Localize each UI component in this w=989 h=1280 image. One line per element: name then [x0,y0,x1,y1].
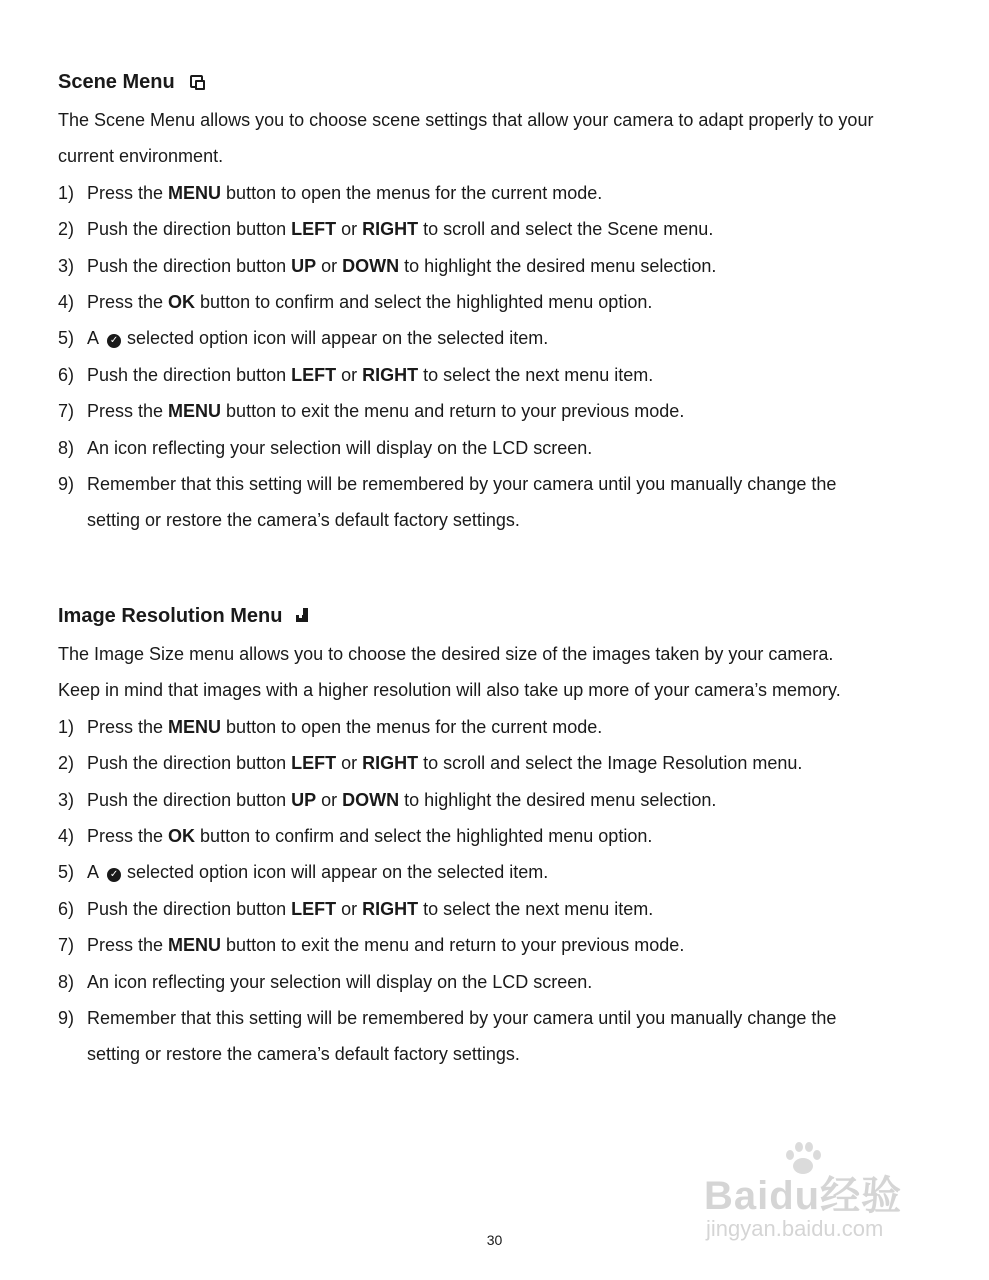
step-item [58,357,938,393]
intro-line: current environment. [58,146,224,167]
step-item [58,1000,938,1036]
step-number: 1) [58,182,75,203]
step-text: button to open the menus for the current mode. [221,182,603,203]
step-text: or [336,753,363,774]
step-number: 1) [58,716,75,737]
scene-menu-heading [58,62,938,102]
step-text: button to confirm and select the highlighted menu option. [195,292,653,313]
step-content [87,927,938,963]
step-keyword: DOWN [342,255,400,276]
step-content [87,175,938,211]
step-item [58,320,938,356]
resolution-steps-list [58,709,938,1073]
step-text: button to exit the menu and return to your previous mode. [221,401,685,422]
step-text: A [87,328,100,349]
step-text: to highlight the desired menu selection. [399,255,717,276]
scene-menu-section [58,62,938,539]
step-text: or [336,898,363,919]
step-number: 8) [58,437,75,458]
step-keyword: RIGHT [362,219,419,240]
step-text: setting or restore the camera’s default factory settings. [87,1044,520,1065]
step-text: or [336,364,363,385]
step-content [87,284,938,320]
step-keyword: MENU [168,935,222,956]
step-text: Remember that this setting will be remembered by your camera until you manually change the [87,474,837,495]
step-number [58,502,87,538]
step-number: 2) [58,753,75,774]
resolution-intro [58,636,938,709]
step-text: to scroll and select the Image Resolution menu. [418,753,803,774]
step-item [58,466,938,502]
check-circle-icon: ✓ [107,868,121,882]
step-content [87,320,938,356]
step-item [58,393,938,429]
step-content [87,782,938,818]
image-resolution-menu-title: Image Resolution Menu [58,605,283,627]
step-content [87,430,938,466]
step-text: Push the direction button [87,364,292,385]
step-content [87,709,938,745]
step-item [58,964,938,1000]
step-content [87,211,938,247]
step-content [87,891,938,927]
step-text: Press the [87,826,169,847]
step-keyword: LEFT [291,219,337,240]
step-text: to select the next menu item. [418,898,654,919]
step-content [87,502,938,538]
step-number: 9) [58,1008,75,1029]
step-text: Press the [87,716,169,737]
scene-menu-title: Scene Menu [58,71,175,93]
step-content [87,393,938,429]
step-keyword: MENU [168,716,222,737]
step-item [58,782,938,818]
intro-line: The Image Size menu allows you to choose the desired size of the images taken by your camera. [58,644,834,664]
step-text: button to confirm and select the highlighted menu option. [195,826,653,847]
step-text: Push the direction button [87,753,292,774]
step-number: 9) [58,474,75,495]
step-keyword: LEFT [291,753,337,774]
scene-menu-icon [189,74,205,90]
step-item [58,709,938,745]
step-text: selected option icon will appear on the selected item. [127,328,549,349]
step-item [58,248,938,284]
step-keyword: UP [291,255,317,276]
step-text: to scroll and select the Scene menu. [418,219,714,240]
step-number: 3) [58,789,75,810]
step-text: setting or restore the camera’s default factory settings. [87,510,520,531]
watermark-url-text: jingyan.baidu.com [706,1216,884,1241]
step-number: 8) [58,971,75,992]
step-number: 4) [58,292,75,313]
step-item [58,175,938,211]
step-text: An icon reflecting your selection will display on the LCD screen. [87,437,593,458]
step-text: Press the [87,292,169,313]
step-number: 7) [58,935,75,956]
page-number: 30 [486,1232,503,1248]
step-content [87,248,938,284]
step-keyword: RIGHT [362,753,419,774]
step-item [58,284,938,320]
step-text: or [316,255,343,276]
step-content [87,854,938,890]
baidu-watermark [700,1138,940,1248]
step-number: 7) [58,401,75,422]
step-text: selected option icon will appear on the selected item. [127,862,549,883]
step-number: 5) [58,862,75,883]
step-content [87,1036,938,1072]
step-content [87,745,938,781]
step-text: or [336,219,363,240]
step-keyword: UP [291,789,317,810]
step-content [87,964,938,1000]
step-item [58,854,938,890]
step-item-continued [58,502,938,538]
step-content [87,466,938,502]
step-keyword: OK [168,292,196,313]
step-keyword: MENU [168,182,222,203]
step-text: to select the next menu item. [418,364,654,385]
step-keyword: RIGHT [362,898,419,919]
step-number: 6) [58,364,75,385]
step-text: or [316,789,343,810]
step-item [58,818,938,854]
step-text: Press the [87,401,169,422]
scene-intro [58,102,938,175]
step-text: Press the [87,182,169,203]
step-content [87,818,938,854]
step-item [58,211,938,247]
step-keyword: DOWN [342,789,400,810]
step-keyword: RIGHT [362,364,419,385]
step-keyword: LEFT [291,898,337,919]
step-keyword: OK [168,826,196,847]
step-keyword: MENU [168,401,222,422]
step-number: 6) [58,898,75,919]
step-text: Push the direction button [87,789,292,810]
step-item [58,927,938,963]
step-text: An icon reflecting your selection will display on the LCD screen. [87,971,593,992]
image-resolution-icon [296,608,312,624]
step-number [58,1036,87,1072]
watermark-main-text: Baidu经验 [704,1174,903,1218]
scene-steps-list [58,175,938,539]
step-number: 2) [58,219,75,240]
step-number: 3) [58,255,75,276]
step-text: Press the [87,935,169,956]
step-text: Remember that this setting will be remembered by your camera until you manually change the [87,1008,837,1029]
step-text: A [87,862,100,883]
step-text: to highlight the desired menu selection. [399,789,717,810]
step-content [87,1000,938,1036]
image-resolution-menu-section [58,596,938,1073]
intro-line: The Scene Menu allows you to choose scene settings that allow your camera to adapt properly to your [58,110,874,130]
step-text: Push the direction button [87,219,292,240]
check-circle-icon: ✓ [107,334,121,348]
step-text: button to exit the menu and return to your previous mode. [221,935,685,956]
step-content [87,357,938,393]
step-text: button to open the menus for the current mode. [221,716,603,737]
step-item [58,430,938,466]
step-number: 5) [58,328,75,349]
step-text: Push the direction button [87,255,292,276]
step-item-continued [58,1036,938,1072]
step-number: 4) [58,826,75,847]
step-item [58,745,938,781]
intro-line: Keep in mind that images with a higher resolution will also take up more of your camera’s memory. [58,680,841,701]
image-resolution-menu-heading [58,596,938,636]
step-text: Push the direction button [87,898,292,919]
step-item [58,891,938,927]
step-keyword: LEFT [291,364,337,385]
